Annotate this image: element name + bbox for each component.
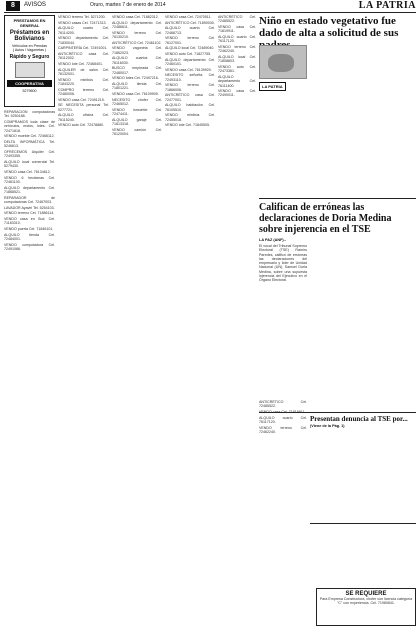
ad-title: Préstamos en Bolivianos <box>9 30 50 42</box>
classified-item: ALQUILO departamento Cel. 71868521. <box>4 185 55 194</box>
classified-item: VENDO lote Cel. 71845505. <box>165 123 210 128</box>
classified-item: VENDO puerta Cel. 71846101. <box>4 226 54 231</box>
ad-line-2: ( Autos / Vagonetas ) <box>12 48 47 52</box>
article-body <box>365 424 416 520</box>
classified-item: VENDO terreno Cel. 71886114. <box>4 211 55 216</box>
classified-item: ALQUILO tienda Cel. 71801221. <box>112 81 162 91</box>
classified-item: VENDO auto Cel. 72478880. <box>58 123 105 128</box>
job-ad-title: SE REQUIERE <box>345 591 387 597</box>
job-ad-box <box>316 588 416 626</box>
classified-item: VENDO camión Cel. 76120004. <box>112 127 162 136</box>
classified-item: VENDO terreno Cel. 72462240. <box>218 44 256 54</box>
divider <box>310 523 416 524</box>
classified-item: VENDO computadora Cel. 72491066. <box>4 242 55 251</box>
classified-item: ANTICRÉTICO Cel. 72485522. <box>259 400 307 409</box>
classified-item: VENDO terreno Cel. 76130210. <box>112 30 162 39</box>
article-source: (Viene de la Pág. 1) <box>310 424 345 428</box>
classified-item: LAVADOR Ayaviri Tel. 5254103. <box>4 205 55 210</box>
article-body <box>310 238 362 408</box>
divider <box>259 198 416 199</box>
classified-item: VENDO casa Cel. 72470511. <box>165 15 212 19</box>
classified-item: ALQUILO habitación Cel. 76105510. <box>165 103 215 112</box>
ad-logo <box>15 62 45 78</box>
article-headline: Califican de erróneas las declaraciones de Doria Medina sobre injerencia en el TSE <box>259 202 392 235</box>
source-stamp: LA PATRIA <box>259 82 286 91</box>
classified-item: VENDO lote Cel. 72468401. <box>58 62 103 67</box>
classified-item: ALQUILO departamento Cel. 76111400. <box>218 74 256 88</box>
article-body <box>310 541 362 585</box>
article-body <box>365 238 416 408</box>
classified-item: REPARADOR de computadoras Cel. 72467003. <box>4 195 55 204</box>
classified-item: ALQUILO cuartos Cel. 76116030. <box>112 56 162 65</box>
article-body <box>310 430 362 520</box>
classified-item: VENDO casa Cel. 72490011. <box>218 89 256 98</box>
classified-item: VENDO terreno Cel. 72462240. <box>259 425 307 434</box>
article-body <box>310 45 362 195</box>
classified-item: ANTICRÉTICO Cel. 72461102. <box>112 40 162 45</box>
classified-item: ALQUILO cuarto Cel. 76114200. <box>58 26 109 35</box>
classified-item: VENDO minibús Cel. 72455018. <box>165 113 215 122</box>
article-body <box>365 45 416 195</box>
classified-item: VENDO mueble Cel. 72466112. <box>4 134 55 139</box>
classified-item: ALQUILO garaje Cel. 71813318. <box>112 117 162 126</box>
ad-phone: 5279600 <box>22 89 37 93</box>
classified-item: VENDO auto Cel. 72473361. <box>218 64 256 74</box>
classified-item: VENDO casa en Sud. Cel. 71183310. <box>4 216 55 226</box>
classified-item: DELTA INFORMÁTICA Tel. 5246613. <box>4 139 55 149</box>
classified-item: ALQUILO departamento Cel. 72486611. <box>112 20 162 29</box>
classified-item: VENDO inmueble Cel. 72474411. <box>112 107 162 116</box>
classified-item: VENDO casa Cel. 71882312. <box>112 15 159 19</box>
classified-item: VENDO terreno Cel. 71866006. <box>165 83 215 92</box>
classified-item: ANTICRÉTICO Cel. 72485522. <box>218 15 256 24</box>
classified-item: ALQUILO local Cel. 71808803. <box>218 54 256 64</box>
classified-item: OFRECEMOS Alquiler Cel. 72493355. <box>4 149 55 159</box>
article-doria <box>259 202 416 235</box>
classified-item: VENDO terreno Tel. 5271200. <box>58 15 106 19</box>
classified-item: ANTICRÉTICO Cel. 71890030. <box>165 20 215 25</box>
classified-column-1 <box>4 110 55 625</box>
loan-ad <box>4 15 55 107</box>
classified-column-5 <box>218 15 256 625</box>
classified-item: VENDO vagoneta Cel. 71862023. <box>112 46 162 55</box>
ad-line-1: Vehículos en Prendas <box>12 44 47 48</box>
classified-item: NECESITO señorita Cel. 72493110. <box>165 73 215 82</box>
classified-item: VENDO casa Cel. 76109909. <box>112 91 159 96</box>
classified-item: VENDO casa Cel. 72491215. <box>58 97 105 102</box>
classified-item: ALQUILO cuarto Cel. 72466713. <box>165 26 215 35</box>
classified-item: SE NECESITA personal Tel. 5277721. <box>58 103 109 112</box>
classified-item: CARPINTERÍA Cel. 72491001. <box>58 46 108 51</box>
job-ad-text: Para Empresa Constructora, chofer con licencia categoría "C" con experiencia. Cel. 71980841. <box>319 597 413 605</box>
brand-logo: LA PATRIA <box>358 0 416 11</box>
classified-item: ALQUILO cuarto Cel. 76117120. <box>218 34 256 44</box>
classified-column-2 <box>58 15 109 625</box>
article-source: LA PAZ (ANF).- <box>259 238 286 242</box>
article-tse <box>310 415 416 423</box>
page-number: 8 <box>6 1 20 11</box>
classified-column-6 <box>259 400 307 625</box>
classified-item: COMPRO terreno Cel. 72480006. <box>58 87 109 96</box>
classified-item: ALQUILO oficina Cel. 76115240. <box>58 113 109 122</box>
article-headline: Presentan denuncia al TSE por... <box>310 415 408 423</box>
classified-column-3 <box>112 15 162 625</box>
photo-subject <box>268 54 294 72</box>
classified-item: VENDO casa Cel. 71819911. <box>218 24 256 34</box>
classified-item: BUSCO empleada Cel. 72480017. <box>112 66 162 75</box>
classified-item: VENDO 6 hectáreas Cel. 72481100. <box>4 175 55 184</box>
page-header <box>0 0 420 12</box>
article-lead: El vocal del Tribunal Supremo Electoral (TSE) Ramiro Paredes, calificó de erróneas las declaraciones del empresario y líder de Unidad Nacional (UN), Samuel Doria Medina, sobre una supuesta injerencia del Ejecutivo en el Órgano Electoral. <box>259 244 307 283</box>
classified-item: VENDO lotes Cel. 72497216. <box>112 76 159 81</box>
classified-item: VENDO terreno Cel. 76127001. <box>165 36 215 45</box>
classified-item: ALQUILER de salón Cel. 76132001. <box>58 67 109 76</box>
article-body <box>259 90 307 194</box>
article-photo <box>259 45 307 79</box>
classified-item: VENDO auto Cel. 71827755. <box>165 52 212 57</box>
article-body <box>365 535 416 585</box>
classified-column-4 <box>165 15 215 625</box>
classified-item: ALQUILO cuarto Cel. 76117120. <box>259 415 307 424</box>
ad-top-text: PRESTAMOS EN GENERAL <box>13 18 46 28</box>
section-label: AVISOS <box>24 2 46 8</box>
classified-item: VENDO casas Cel. 72471313. <box>58 20 107 25</box>
classified-item: ANTICRÉTICO casa Cel. 76112002. <box>58 52 109 61</box>
header-rule <box>4 12 416 13</box>
classified-item: ALQUILO departamento Cel. 72460101. <box>165 57 215 67</box>
classified-item: NECESITO chofer Cel. 72465012. <box>112 97 162 106</box>
classified-item: REPARACIÓN computadoras Tel. 5250188. <box>4 110 55 119</box>
dateline: Oruro, martes 7 de enero de 2014 <box>90 2 166 8</box>
classified-item: VENDO minibús Cel. 71843220. <box>58 77 109 86</box>
classified-item: VENDO casa Cel. 76134612. <box>4 169 51 174</box>
classified-item: ALQUILO local comercial Tel. 5279430. <box>4 159 55 169</box>
classified-item: ALQUILO tienda Cel. 72484001. <box>4 232 55 241</box>
ad-mid-text: Rápido y Seguro <box>9 54 50 60</box>
article-headline: Niño en estado vegetativo fue dado de alta a solicitud de sus <box>259 15 399 39</box>
classified-item: ALQUILO local Cel. 72489040. <box>165 46 215 51</box>
classified-item: COMPRAMOS toda clase de vehículos, motos, lotes. Cel. 72471818. <box>4 119 55 133</box>
classified-item: VENDO casa Cel. 76139920. <box>165 67 212 72</box>
classified-item: VENDO casa Cel. 71819911. <box>259 409 306 414</box>
classified-item: VENDO departamento Cel. 71830044. <box>58 36 109 45</box>
classified-item: ANTICRÉTICO casa Cel. 72477001. <box>165 93 215 102</box>
ad-bar: COOPERATIVA <box>7 80 52 87</box>
